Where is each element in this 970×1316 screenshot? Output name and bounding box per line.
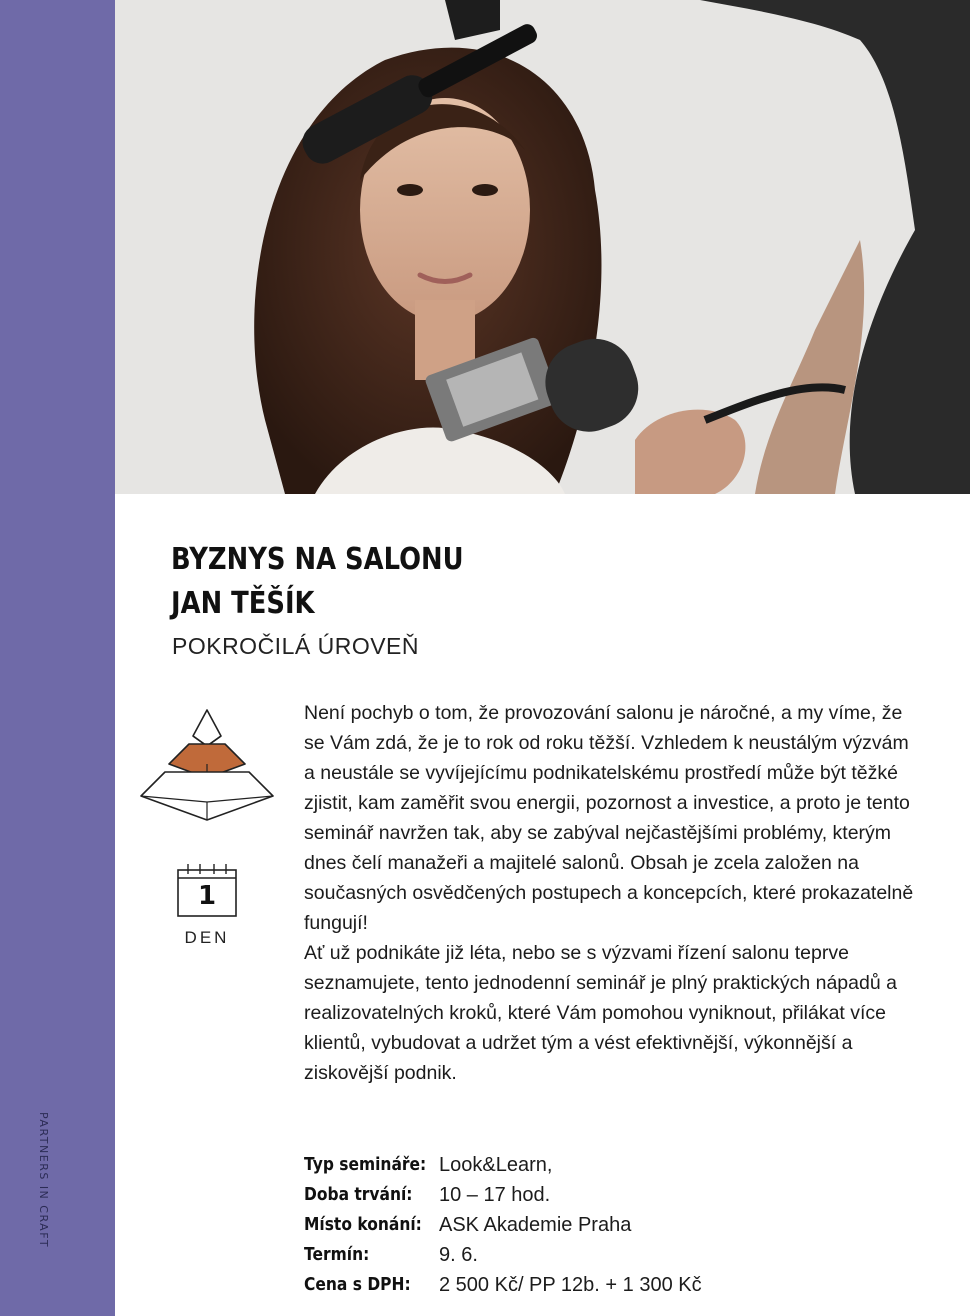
seminar-details — [304, 1150, 924, 1300]
sidebar — [0, 0, 115, 1316]
detail-value: Look&Learn, — [439, 1154, 553, 1176]
detail-row-price — [304, 1270, 924, 1300]
sidebar-vertical-text: PARTNERS IN CRAFT — [37, 1112, 50, 1249]
detail-row-location — [304, 1210, 924, 1240]
detail-label: Místo konání: — [304, 1214, 422, 1235]
detail-row-duration — [304, 1180, 924, 1210]
title-line-1: BYZNYS NA SALONU — [171, 542, 464, 577]
level-label: POKROČILÁ ÚROVEŇ — [172, 633, 419, 659]
duration-label: DEN — [184, 928, 230, 947]
description-paragraph-1: Není pochyb o tom, že provozování salonu je náročné, a my víme, že se Vám zdá, že je to rok od roku těžší. Vzhledem k neustálým výzvám a neustále se vyvíjejícímu podnikatelskému prostředí může být těžké zjistit, kam zaměřit svou energii, pozornost a investice, a proto je tento seminář navržen tak, aby se zabýval nejčastějšími problémy, kterým dnes čelí manažeři a majitelé salonů. Obsah je zcela založen na současných osvědčených postupech a koncepcích, které prokazatelně fungují! — [304, 702, 914, 934]
detail-label: Termín: — [304, 1244, 370, 1265]
duration-days: 1 — [197, 881, 217, 911]
detail-value: 9. 6. — [439, 1244, 478, 1266]
detail-label: Cena s DPH: — [304, 1274, 411, 1295]
seminar-title — [171, 538, 464, 626]
description-paragraph-2: Ať už podnikáte již léta, nebo se s výzvami řízení salonu teprve seznamujete, tento jednodenní seminář je plný praktických nápadů a realizovatelných kroků, které Vám pomohou vyniknout, přilákat více klientů, vybudovat a udržet tým a vést efektivnější, výkonnější a ziskovější podnik. — [304, 942, 897, 1084]
hero-photo — [115, 0, 970, 494]
detail-label: Typ semináře: — [304, 1154, 427, 1175]
detail-row-date — [304, 1240, 924, 1270]
detail-value: 2 500 Kč/ PP 12b. + 1 300 Kč — [439, 1274, 702, 1296]
detail-row-type — [304, 1150, 924, 1180]
title-line-2: JAN TĚŠÍK — [171, 586, 315, 621]
detail-value: 10 – 17 hod. — [439, 1184, 551, 1206]
pyramid-level-icon — [139, 706, 275, 826]
seminar-description — [304, 698, 924, 1088]
detail-value: ASK Akademie Praha — [439, 1214, 632, 1236]
hero-illustration — [115, 0, 970, 494]
detail-label: Doba trvání: — [304, 1184, 413, 1205]
